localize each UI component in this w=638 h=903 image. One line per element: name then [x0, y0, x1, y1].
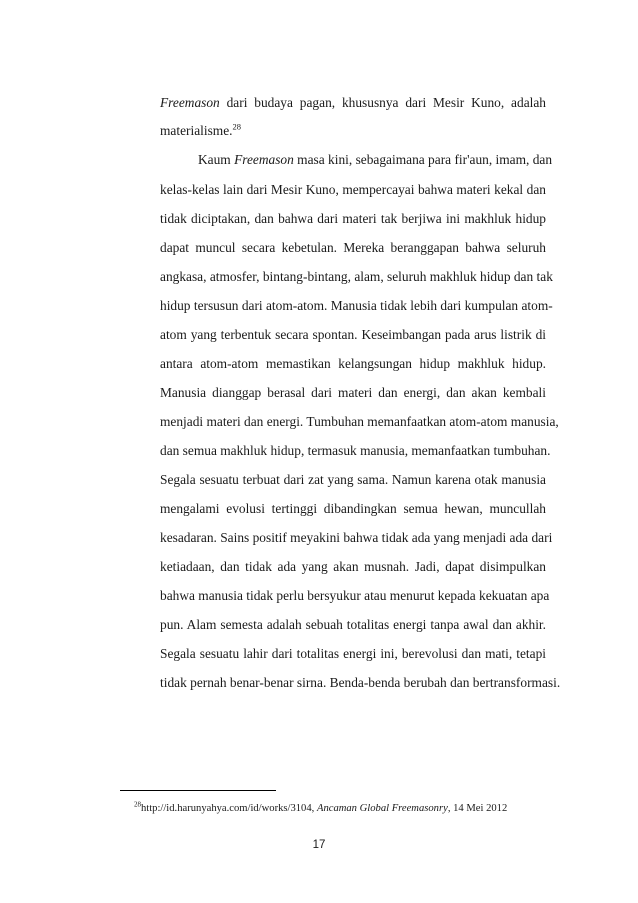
text-line: hidup tersusun dari atom-atom. Manusia tidak lebih dari kumpulan atom- — [160, 298, 553, 313]
text-line: Kaum Freemason masa kini, sebagaimana para fir'aun, imam, dan — [198, 152, 553, 167]
text-line: tidak diciptakan, dan bahwa dari materi tak berjiwa ini makhluk hidup — [160, 211, 546, 226]
text-line: mengalami evolusi tertinggi dibandingkan semua hewan, muncullah — [160, 501, 546, 516]
footnote-separator — [120, 790, 276, 791]
footnote-url[interactable]: http://id.harunyahya.com/id/works/3104, — [141, 803, 315, 814]
text-line: dapat muncul secara kebetulan. Mereka beranggapan bahwa seluruh — [160, 240, 546, 255]
text-line: dan semua makhluk hidup, termasuk manusia, memanfaatkan tumbuhan. — [160, 443, 551, 458]
footnote — [134, 802, 507, 816]
text-line: bahwa manusia tidak perlu bersyukur atau menurut kepada kekuatan apa — [160, 588, 550, 603]
text-line: Manusia dianggap berasal dari materi dan energi, dan akan kembali — [160, 385, 546, 400]
text-line: Freemason dari budaya pagan, khususnya dari Mesir Kuno, adalah — [160, 95, 546, 110]
footnote-title: Ancaman Global Freemasonry — [316, 803, 448, 814]
text-line: atom yang terbentuk secara spontan. Keseimbangan pada arus listrik di — [160, 327, 546, 342]
footnote-date: , 14 Mei 2012 — [447, 803, 508, 814]
footnote-marker: 28 — [134, 800, 141, 809]
text-line: menjadi materi dan energi. Tumbuhan memanfaatkan atom-atom manusia, — [160, 414, 559, 429]
text-line: tidak pernah benar-benar sirna. Benda-benda berubah dan bertransformasi. — [160, 675, 561, 690]
text-line: Segala sesuatu lahir dari totalitas energi ini, berevolusi dan mati, tetapi — [160, 646, 546, 661]
text-line: kesadaran. Sains positif meyakini bahwa tidak ada yang menjadi ada dari — [160, 530, 553, 545]
text-line: ketiadaan, dan tidak ada yang akan musnah. Jadi, dapat disimpulkan — [160, 559, 546, 574]
text-line: Segala sesuatu terbuat dari zat yang sama. Namun karena otak manusia — [160, 472, 546, 487]
text-line: materialisme.$^{28}$ — [160, 121, 242, 138]
footnote-reference: 28 — [232, 121, 242, 132]
text-line: kelas-kelas lain dari Mesir Kuno, mempercayai bahwa materi kekal dan — [160, 182, 546, 197]
text-line: pun. Alam semesta adalah sebuah totalitas energi tanpa awal dan akhir. — [160, 617, 546, 632]
text-line: antara atom-atom memastikan kelangsungan hidup makhluk hidup. — [160, 356, 546, 371]
text-line: angkasa, atmosfer, bintang-bintang, alam, seluruh makhluk hidup dan tak — [160, 269, 553, 284]
page-number: 17 — [312, 839, 326, 851]
